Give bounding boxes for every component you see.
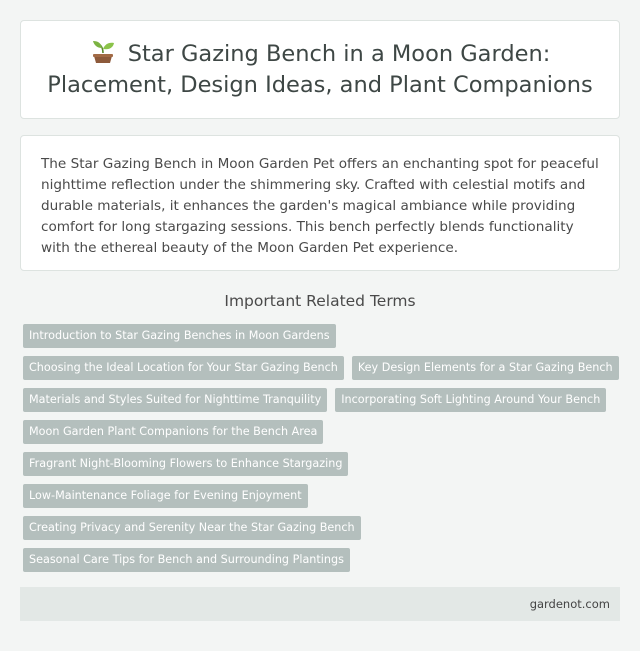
header-card: [20, 20, 620, 119]
tag-low-maintenance-foliage[interactable]: Low-Maintenance Foliage for Evening Enjoyment: [23, 484, 308, 508]
page-title: [35, 39, 605, 101]
tag-design-elements[interactable]: Key Design Elements for a Star Gazing Bench: [352, 356, 619, 380]
description-text: The Star Gazing Bench in Moon Garden Pet offers an enchanting spot for peaceful nighttime reflection under the shimmering sky. Crafted with celestial motifs and durable materials, it enhances the garden's magical ambiance while providing comfort for long stargazing sessions. This bench perfectly blends functionality with the ethereal beauty of the Moon Garden Pet experience.: [41, 156, 599, 256]
page-title-text: Star Gazing Bench in a Moon Garden: Placement, Design Ideas, and Plant Companions: [47, 40, 593, 98]
tag-row: [23, 324, 623, 348]
tag-row: [23, 484, 623, 508]
tag-row: [23, 452, 623, 476]
tag-row: [23, 388, 623, 412]
tag-materials-styles[interactable]: Materials and Styles Suited for Nighttime Tranquility: [23, 388, 327, 412]
tag-row: [23, 548, 623, 572]
tag-fragrant-flowers[interactable]: Fragrant Night-Blooming Flowers to Enhance Stargazing: [23, 452, 348, 476]
tag-privacy-serenity[interactable]: Creating Privacy and Serenity Near the Star Gazing Bench: [23, 516, 361, 540]
tag-ideal-location[interactable]: Choosing the Ideal Location for Your Star Gazing Bench: [23, 356, 344, 380]
related-terms-list: [23, 324, 623, 580]
tag-plant-companions[interactable]: Moon Garden Plant Companions for the Bench Area: [23, 420, 323, 444]
tag-introduction[interactable]: Introduction to Star Gazing Benches in Moon Gardens: [23, 324, 336, 348]
related-terms-heading: Important Related Terms: [224, 292, 416, 310]
sprout-icon: [90, 39, 116, 65]
tag-seasonal-care[interactable]: Seasonal Care Tips for Bench and Surrounding Plantings: [23, 548, 350, 572]
description-card: [20, 135, 620, 271]
tag-soft-lighting[interactable]: Incorporating Soft Lighting Around Your Bench: [335, 388, 606, 412]
tag-row: [23, 420, 623, 444]
footer: [20, 587, 620, 621]
footer-site-link[interactable]: gardenot.com: [529, 597, 610, 611]
tag-row: [23, 516, 623, 540]
tag-row: [23, 356, 623, 380]
